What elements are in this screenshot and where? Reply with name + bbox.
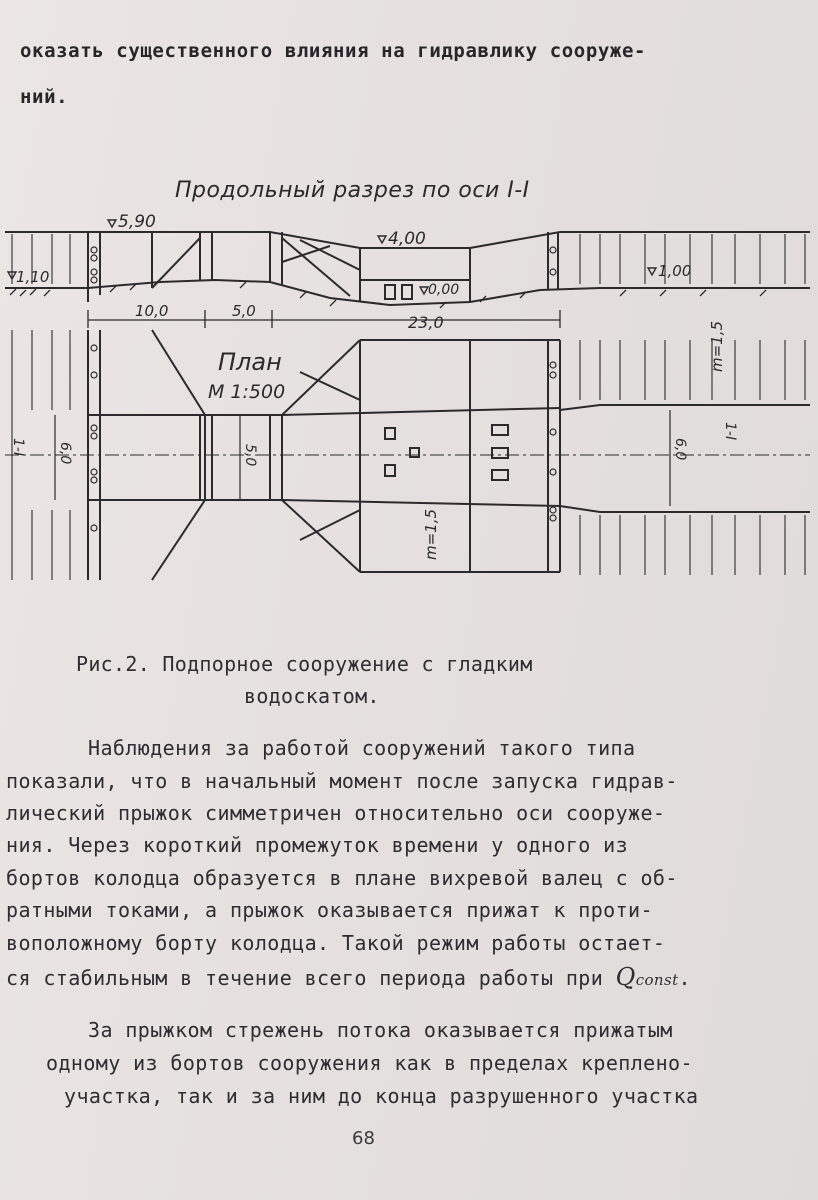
text-line: одному из бортов сооружения как в пределах креплено- xyxy=(46,1051,693,1075)
drawing-title: Продольный разрез по оси I-I xyxy=(175,178,530,203)
page-number: 68 xyxy=(352,1128,375,1149)
dimension-label: 6,0 xyxy=(672,438,688,461)
text-line: воположному борту колодца. Такой режим работы остает- xyxy=(6,931,666,955)
text-line: оказать существенного влияния на гидравлику сооруже- xyxy=(20,40,647,62)
formula-subscript: const xyxy=(635,971,679,989)
slope-label: m=1,5 xyxy=(708,320,726,372)
text-line: ний. xyxy=(20,86,69,108)
text-line: лический прыжок симметричен относительно оси сооруже- xyxy=(6,801,666,825)
elevation-label: 0,00 xyxy=(428,282,460,298)
text-line: показали, что в начальный момент после запуска гидрав- xyxy=(6,769,678,793)
dimension-label: 5,0 xyxy=(232,302,256,320)
engineering-drawing xyxy=(0,210,818,600)
elevation-label: 4,00 xyxy=(388,229,426,249)
section-mark-left: 1-I xyxy=(10,438,26,457)
text-line xyxy=(6,963,691,991)
dimension-label: 23,0 xyxy=(408,313,444,332)
formula-suffix: . xyxy=(678,966,691,990)
section-mark-right: 1-I xyxy=(722,422,738,441)
elevation-label: 1,00 xyxy=(658,262,692,280)
text-line: За прыжком стрежень потока оказывается прижатым xyxy=(88,1018,673,1042)
figure-caption: Рис.2. Подпорное сооружение с гладким xyxy=(76,652,533,676)
text-line: участка, так и за ним до конца разрушенного участка xyxy=(64,1084,699,1108)
dimension-label: 10,0 xyxy=(135,302,169,320)
text-line: ратными токами, а прыжок оказывается прижат к проти- xyxy=(6,898,653,922)
marker-circles xyxy=(91,247,556,531)
plan-view xyxy=(5,330,810,580)
elevation-label: 1,10 xyxy=(16,268,50,286)
elevation-label: 5,90 xyxy=(118,212,156,232)
dimension-label: 6,0 xyxy=(57,442,73,465)
text-line: бортов колодца образуется в плане вихревой валец с об- xyxy=(6,866,678,890)
formula-symbol: Q xyxy=(615,963,636,991)
plan-scale: М 1:500 xyxy=(208,381,286,403)
dimension-label: 5,0 xyxy=(242,444,258,467)
text-segment: ся стабильным в течение всего периода работы при xyxy=(6,966,604,990)
slope-label: m=1,5 xyxy=(422,508,440,560)
text-line: Наблюдения за работой сооружений такого типа xyxy=(88,736,636,760)
plan-title: План xyxy=(218,348,282,376)
text-line: ния. Через короткий промежуток времени у одного из xyxy=(6,833,629,857)
figure-caption: водоскатом. xyxy=(244,684,380,708)
